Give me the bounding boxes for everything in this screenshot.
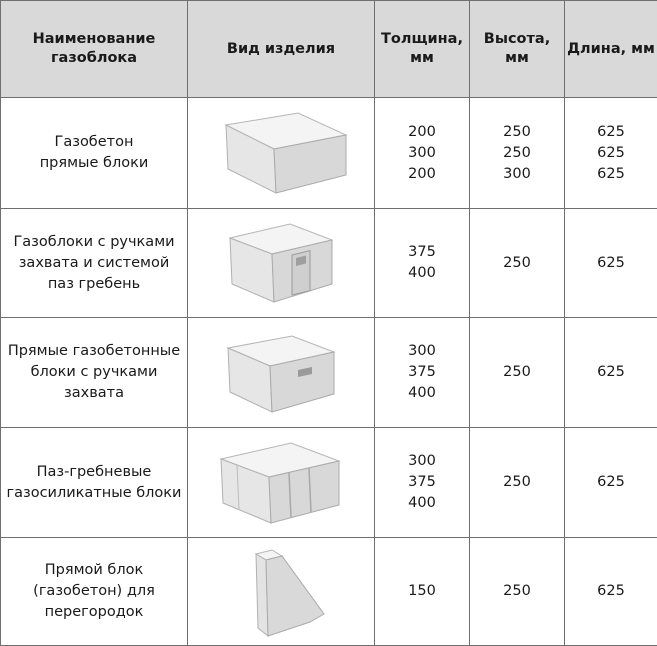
header-thickness: [375, 1, 470, 98]
table-row: [1, 538, 657, 646]
row-name-text: Паз-гребневые газосиликатные блоки: [5, 462, 183, 504]
row-name-text: Газоблоки с ручками захвата и системой паз гребень: [5, 232, 183, 295]
row-height: [470, 98, 565, 209]
row-view: [188, 538, 375, 646]
row-name: [1, 428, 188, 538]
height-value: 250: [470, 253, 564, 274]
thickness-value: 300: [375, 143, 469, 164]
length-value: 625: [565, 164, 657, 185]
thickness-value: 200: [375, 122, 469, 143]
straight-block-icon: [206, 109, 356, 197]
tongue-groove-block-icon: [211, 437, 351, 529]
height-value: 250: [470, 362, 564, 383]
row-thickness: [375, 538, 470, 646]
thickness-value: 300: [375, 341, 469, 362]
row-length: [565, 318, 657, 428]
row-thickness: [375, 428, 470, 538]
row-name-text: Прямые газобетонные блоки с ручками захвата: [5, 341, 183, 404]
thickness-value: 375: [375, 362, 469, 383]
height-value: 250: [470, 143, 564, 164]
thickness-value: 375: [375, 242, 469, 263]
row-view: [188, 428, 375, 538]
row-view: [188, 98, 375, 209]
table-row: [1, 318, 657, 428]
header-length-text: Длина, мм: [565, 40, 657, 59]
thickness-value: 375: [375, 472, 469, 493]
row-height: [470, 318, 565, 428]
header-name-text: Наименование газоблока: [1, 30, 187, 68]
length-value: 625: [565, 581, 657, 602]
handle-block-icon: [216, 330, 346, 416]
height-value: 300: [470, 164, 564, 185]
header-length: [565, 1, 657, 98]
height-value: 250: [470, 472, 564, 493]
row-thickness: [375, 209, 470, 318]
thickness-value: 150: [375, 581, 469, 602]
length-value: 625: [565, 362, 657, 383]
row-height: [470, 428, 565, 538]
header-view: [188, 1, 375, 98]
thickness-value: 400: [375, 383, 469, 404]
length-value: 625: [565, 143, 657, 164]
thickness-value: 400: [375, 263, 469, 284]
table-row: [1, 209, 657, 318]
length-value: 625: [565, 253, 657, 274]
table-row: [1, 428, 657, 538]
row-name-text: Газобетон прямые блоки: [5, 132, 183, 174]
height-value: 250: [470, 122, 564, 143]
table-row: [1, 98, 657, 209]
height-value: 250: [470, 581, 564, 602]
thickness-value: 300: [375, 451, 469, 472]
row-name: [1, 98, 188, 209]
row-height: [470, 538, 565, 646]
row-thickness: [375, 98, 470, 209]
thickness-value: 400: [375, 493, 469, 514]
row-length: [565, 98, 657, 209]
row-view: [188, 209, 375, 318]
row-length: [565, 428, 657, 538]
partition-block-icon: [226, 544, 336, 640]
row-view: [188, 318, 375, 428]
header-row: [1, 1, 657, 98]
row-length: [565, 538, 657, 646]
row-length: [565, 209, 657, 318]
length-value: 625: [565, 472, 657, 493]
row-thickness: [375, 318, 470, 428]
header-name: [1, 1, 188, 98]
tongue-groove-handle-block-icon: [216, 218, 346, 308]
row-name: [1, 538, 188, 646]
row-height: [470, 209, 565, 318]
header-view-text: Вид изделия: [188, 40, 374, 59]
header-height: [470, 1, 565, 98]
row-name-text: Прямой блок (газобетон) для перегородок: [5, 560, 183, 623]
header-height-text: Высота, мм: [470, 30, 564, 68]
row-name: [1, 318, 188, 428]
thickness-value: 200: [375, 164, 469, 185]
length-value: 625: [565, 122, 657, 143]
header-thickness-text: Толщина, мм: [375, 30, 469, 68]
row-name: [1, 209, 188, 318]
